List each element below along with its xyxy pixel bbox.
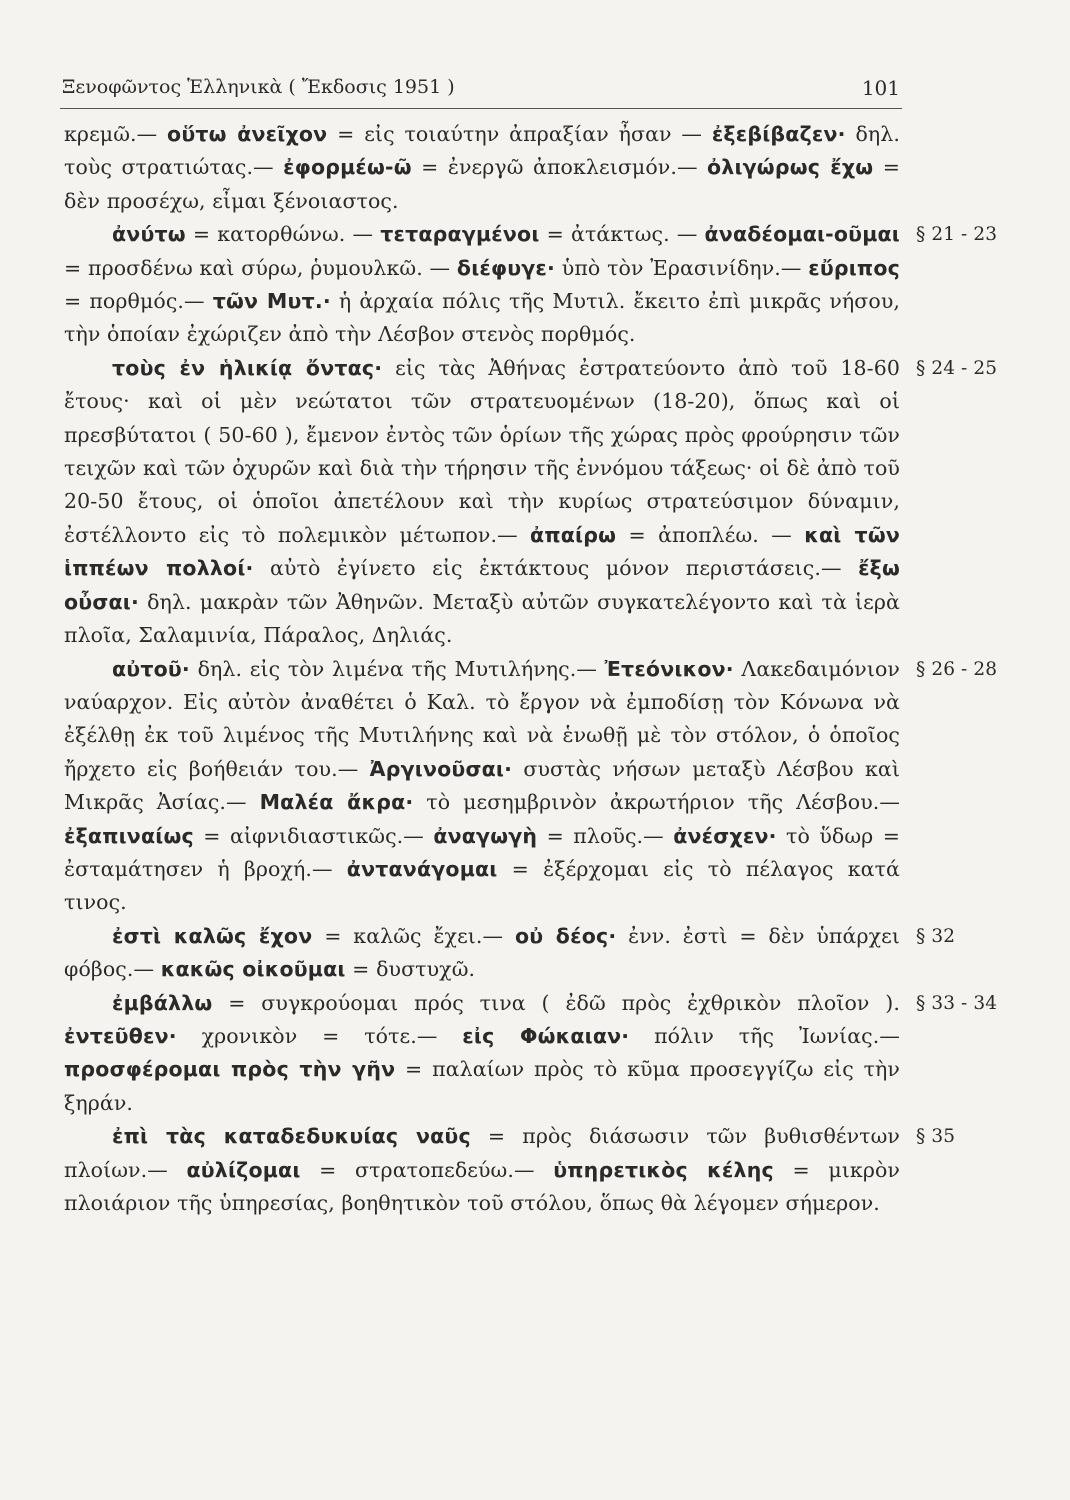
gloss-text: συστὰς νήσων μεταξὺ Λέσβου καὶ Μικρᾶς Ἀσίας.— bbox=[64, 756, 900, 815]
gloss-text: = δυστυχῶ. bbox=[345, 957, 476, 982]
gloss-text: αὐτὸ ἐγίνετο εἰς ἐκτάκτους μόνον περιστάσεις.— bbox=[253, 556, 859, 581]
section-reference: § 35 bbox=[916, 1126, 956, 1148]
lemma-term: εὔριπος bbox=[808, 255, 900, 280]
gloss-text: δηλ. εἰς τὸν λιμένα τῆς Μυτιλήνης.— bbox=[189, 656, 605, 681]
gloss-text: κρεμῶ.— bbox=[64, 122, 168, 146]
lemma-term: ἔξω οὖσαι· bbox=[64, 556, 901, 614]
lemma-term: κακῶς οἰκοῦμαι bbox=[160, 957, 346, 982]
gloss-text: = προσδένω καὶ σύρω, ῥυμουλκῶ. — bbox=[64, 255, 457, 280]
commentary-paragraph bbox=[64, 987, 998, 1121]
gloss-text: ἡ ἀρχαία πόλις τῆς Μυτιλ. ἔκειτο ἐπὶ μικρᾶς νήσου, τὴν ὁποίαν ἐχώριζεν ἀπὸ τὴν Λέσβον στενὸς πορθμός. bbox=[64, 289, 901, 347]
lemma-term: τῶν Μυτ.· bbox=[212, 289, 331, 314]
section-reference: § 24 - 25 bbox=[916, 357, 998, 379]
commentary-paragraph bbox=[64, 1120, 956, 1220]
lemma-term: τοὺς ἐν ἡλικίᾳ ὄντας· bbox=[112, 355, 383, 380]
gloss-text: = πρὸς διάσωσιν τῶν βυθισθέντων πλοίων.— bbox=[64, 1124, 900, 1182]
gloss-text: δηλ. τοὺς στρατιώτας.— bbox=[64, 122, 900, 180]
lemma-term: αὐλίζομαι bbox=[186, 1157, 301, 1182]
lemma-term: ἀντανάγομαι bbox=[346, 856, 498, 881]
gloss-text: = κατορθώνω. — bbox=[185, 222, 381, 247]
lemma-term: αὐτοῦ· bbox=[112, 656, 190, 681]
gloss-text: ἐνν. ἐστὶ = δὲν ὑπάρχει φόβος.— bbox=[64, 923, 900, 982]
section-reference: § 26 - 28 bbox=[916, 658, 998, 680]
running-header bbox=[62, 76, 900, 108]
commentary-body bbox=[64, 118, 998, 1220]
commentary-paragraph bbox=[64, 218, 998, 352]
lemma-term: ἐξαπιναίως bbox=[64, 823, 194, 848]
gloss-text: δηλ. μακρὰν τῶν Ἀθηνῶν. Μεταξὺ αὐτῶν συγκατελέγοντο καὶ τὰ ἱερὰ πλοῖα, Σαλαμινία, Πάραλος, Δηλιάς. bbox=[64, 589, 900, 648]
lemma-term: ἐφορμέω-ῶ bbox=[283, 155, 412, 180]
lemma-term: ἀναδέομαι-οῦμαι bbox=[704, 222, 900, 247]
section-reference: § 32 bbox=[916, 925, 956, 947]
gloss-text: ὑπὸ τὸν Ἐρασινίδην.— bbox=[555, 255, 809, 280]
lemma-term: ἀνύτω bbox=[112, 222, 186, 247]
lemma-term: ἐντεῦθεν· bbox=[64, 1023, 177, 1048]
gloss-text: = εἰς τοιαύτην ἀπραξίαν ἦσαν — bbox=[327, 122, 712, 146]
lemma-term: ἐμβάλλω bbox=[112, 990, 213, 1015]
lemma-term: ἀπαίρω bbox=[530, 522, 617, 547]
gloss-text: = ἀτάκτως. — bbox=[539, 222, 705, 247]
lemma-term: διέφυγε· bbox=[456, 255, 556, 280]
gloss-text: = ἀποπλέω. — bbox=[616, 522, 805, 547]
gloss-text: = καλῶς ἔχει.— bbox=[312, 923, 515, 948]
gloss-text: = στρατοπεδεύω.— bbox=[300, 1157, 554, 1182]
gloss-text: = ἐξέρχομαι εἰς τὸ πέλαγος κατά τινος. bbox=[64, 856, 900, 915]
lemma-term: ἀνέσχεν· bbox=[673, 823, 777, 848]
lemma-term: ἐστὶ καλῶς ἔχον bbox=[112, 923, 313, 948]
lemma-term: Ἐτεόνικον· bbox=[604, 656, 734, 681]
lemma-term: τεταραγμένοι bbox=[380, 222, 540, 247]
lemma-term: οὕτω ἀνεῖχον bbox=[167, 122, 328, 146]
lemma-term: ὀλιγώρως ἔχω bbox=[707, 155, 874, 180]
lemma-term: εἰς Φώκαιαν· bbox=[462, 1023, 630, 1048]
lemma-term: Μαλέα ἄκρα· bbox=[259, 790, 414, 815]
gloss-text: χρονικὸν = τότε.— bbox=[176, 1023, 463, 1048]
lemma-term: οὐ δέος· bbox=[514, 923, 617, 948]
gloss-text: = πλοῦς.— bbox=[537, 823, 674, 848]
gloss-text: = ἐνεργῶ ἀποκλεισμόν.— bbox=[411, 155, 707, 180]
gloss-text: Λακεδαιμόνιον ναύαρχον. Εἰς αὐτὸν ἀναθέτει ὁ Καλ. τὸ ἔργον νὰ ἐμποδίσῃ τὸν Κόνωνα νὰ ἐξέλθῃ ἐκ τοῦ λιμένος τῆς Μυτιλήνης καὶ νὰ ἑνωθῇ μὲ τὸν στόλον, ὁ ὁποῖος ἤρχετο εἰς βοήθειάν του.— bbox=[64, 656, 900, 781]
section-reference: § 21 - 23 bbox=[916, 224, 998, 246]
commentary-paragraph bbox=[64, 653, 998, 920]
lemma-term: ὑπηρετικὸς κέλης bbox=[553, 1157, 774, 1182]
lemma-term: ἐπὶ τὰς καταδεδυκυίας ναῦς bbox=[112, 1124, 471, 1149]
gloss-text: πόλιν τῆς Ἰωνίας.— bbox=[629, 1023, 900, 1048]
lemma-term: ἀναγωγὴ bbox=[433, 823, 538, 848]
gloss-text: = μικρὸν πλοιάριον τῆς ὑπηρεσίας, βοηθητικὸν τοῦ στόλου, ὅπως θὰ λέγομεν σήμερον. bbox=[64, 1157, 900, 1215]
section-reference: § 33 - 34 bbox=[916, 992, 998, 1014]
running-title: Ξενοφῶντος Ἑλληνικὰ ( Ἔκδοσις 1951 ) bbox=[62, 76, 455, 98]
commentary-paragraph bbox=[64, 352, 998, 653]
commentary-paragraph bbox=[64, 118, 900, 218]
page-number: 101 bbox=[861, 76, 900, 100]
gloss-text: = πορθμός.— bbox=[64, 289, 213, 314]
gloss-text: = παλαίων πρὸς τὸ κῦμα προσεγγίζω εἰς τὴν ξηράν. bbox=[64, 1057, 900, 1115]
gloss-text: = συγκρούομαι πρός τινα ( ἐδῶ πρὸς ἐχθρικὸν πλοῖον ). bbox=[212, 990, 900, 1015]
header-rule bbox=[60, 108, 902, 109]
lemma-term: Ἀργινοῦσαι· bbox=[369, 756, 513, 781]
lemma-term: ἐξεβίβαζεν· bbox=[711, 122, 846, 146]
gloss-text: τὸ ὕδωρ = ἐσταμάτησεν ἡ βροχή.— bbox=[64, 823, 900, 881]
commentary-paragraph bbox=[64, 920, 956, 987]
gloss-text: εἰς τὰς Ἀθήνας ἐστρατεύοντο ἀπὸ τοῦ 18-60 ἔτους· καὶ οἱ μὲν νεώτατοι τῶν στρατευομένων (18-20), ὅπως καὶ οἱ πρεσβύτατοι ( 50-60 ), ἔμενον ἐντὸς τῶν ὁρίων τῆς χώρας πρὸς φρούρησιν τῶν τειχῶν καὶ τῶν ὀχυρῶν καὶ διὰ τὴν τήρησιν τῆς ἐννόμου τάξεως· οἱ δὲ ἀπὸ τοῦ 20-50 ἔτους, οἱ ὁποῖοι ἀπετέλουν καὶ τὴν κυρίως στρατεύσιμον δύναμιν, ἐστέλλοντο εἰς τὸ πολεμικὸν μέτωπον.— bbox=[64, 355, 900, 547]
gloss-text: = αἰφνιδιαστικῶς.— bbox=[193, 823, 434, 848]
lemma-term: καὶ τῶν ἱππέων πολλοί· bbox=[64, 522, 900, 581]
lemma-term: προσφέρομαι πρὸς τὴν γῆν bbox=[64, 1057, 396, 1082]
gloss-text: = δὲν προσέχω, εἶμαι ξένοιαστος. bbox=[64, 155, 900, 213]
gloss-text: τὸ μεσημβρινὸν ἀκρωτήριον τῆς Λέσβου.— bbox=[413, 790, 900, 815]
